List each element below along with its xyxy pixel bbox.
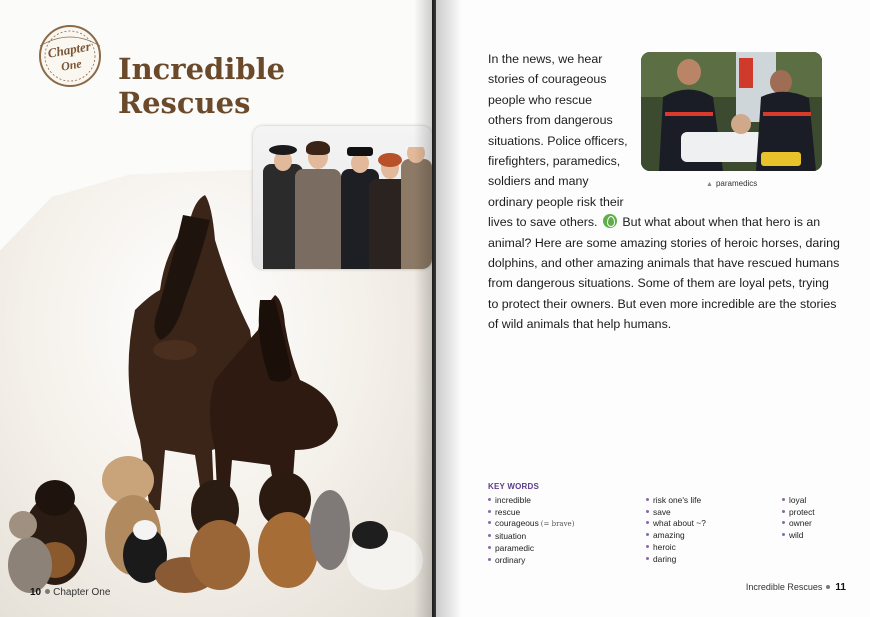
keyword-item: loyal [782,495,815,507]
keyword-item: owner [782,518,815,530]
body-line: ordinary people risk their [488,194,624,209]
title-line-2: Rescues [118,86,251,120]
left-footer-label: Chapter One [53,587,111,598]
keyword-note: (= brave) [540,520,575,529]
badge-line2: One [59,56,83,74]
chapter-badge [34,24,106,88]
keyword-item: situation [488,531,574,543]
keyword-item: paramedic [488,543,574,555]
caption-triangle-icon: ▲ [706,181,713,188]
keyword-item-with-note [488,518,574,531]
body-line-part: lives to save others. [488,215,598,230]
body-line: firefighters, paramedics, [488,154,621,169]
keyword-item: incredible [488,495,574,507]
body-line: from dangerous situations. Some of them are loyal pets, trying [488,276,829,291]
left-page [0,0,432,617]
leaf-icon [603,214,617,228]
keyword-item: risk one's life [646,495,706,507]
body-line: stories of courageous [488,72,607,87]
people-photo [253,126,432,269]
pets-group [8,456,423,593]
key-words-box [488,482,848,575]
keyword-item: amazing [646,530,706,542]
body-line: dolphins, and other amazing animals that have rescued humans [488,256,840,271]
keyword-item: save [646,507,706,519]
body-line-part: But what about when that hero is an [622,215,821,230]
right-page [436,0,870,617]
keyword-item: rescue [488,507,574,519]
right-page-number: 11 [835,582,846,593]
photo-caption [706,179,757,188]
badge-line1: Chapter [46,38,92,61]
body-line: to protect their owners. But even more incredible are the stories [488,296,837,311]
keyword-text: courageous [495,518,539,529]
keyword-item: heroic [646,542,706,554]
key-words-columns [488,495,848,575]
body-line: of wild animals that help humans. [488,317,672,332]
paramedics-photo [641,52,822,171]
body-line: others from dangerous [488,113,613,128]
body-line-with-icon [488,212,833,232]
body-line: situations. Police officers, [488,133,628,148]
right-page-footer [746,582,846,593]
keyword-item: wild [782,530,815,542]
chapter-title [118,52,285,120]
body-line: In the news, we hear [488,52,603,66]
left-page-number: 10 [30,587,42,598]
key-words-col-3 [782,495,815,542]
right-footer-label: Incredible Rescues [745,582,823,592]
left-gutter-shadow [414,0,432,617]
woman-figure [293,137,343,269]
footer-dot [45,589,50,594]
key-words-col-1 [488,495,574,566]
keyword-item: what about ~? [646,518,706,530]
right-gutter-shadow [436,0,462,617]
left-page-footer [30,587,110,598]
caption-text: paramedics [715,179,758,188]
keyword-item: protect [782,507,815,519]
title-line-1: Incredible [118,52,286,86]
keyword-item: daring [646,554,706,566]
body-line: soldiers and many [488,174,589,189]
key-words-title: KEY WORDS [488,482,539,491]
keyword-item: ordinary [488,555,574,567]
body-line: people who rescue [488,92,593,107]
key-words-col-2 [646,495,706,565]
body-line: animal? Here are some amazing stories of heroic horses, daring [488,235,840,250]
footer-dot [826,585,830,589]
